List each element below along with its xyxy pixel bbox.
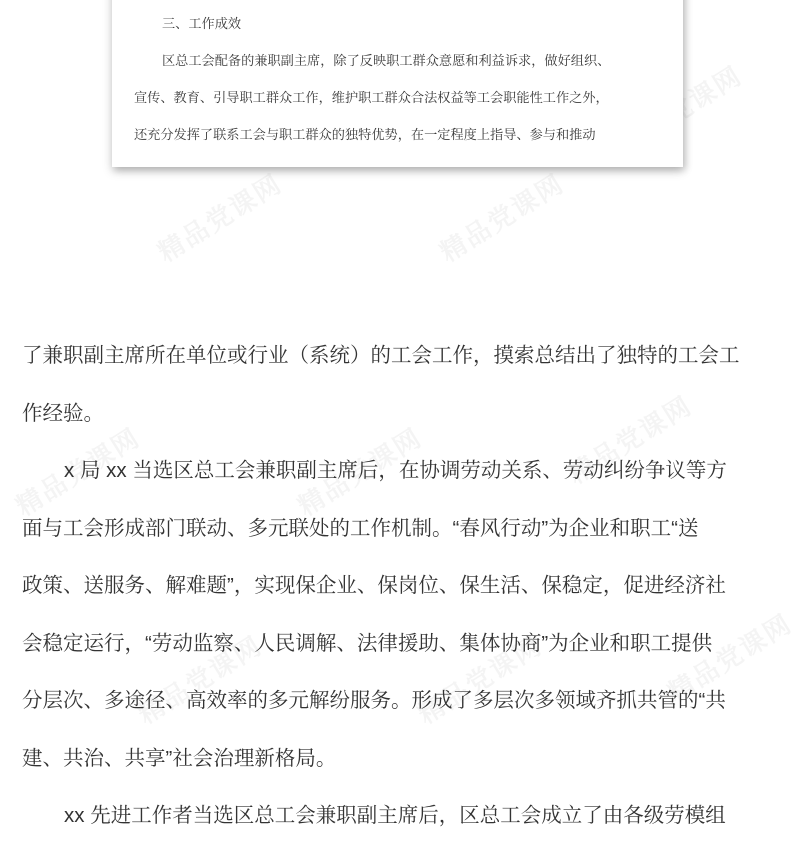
article-body-text xyxy=(22,327,780,845)
watermark-text xyxy=(150,164,288,270)
preview-card-line: 宣传、教育、引导职工群众工作，维护职工群众合法权益等工会职能性工作之外， xyxy=(134,90,609,105)
preview-card-line: 区总工会配备的兼职副主席，除了反映职工群众意愿和利益诉求，做好组织、 xyxy=(162,53,611,68)
preview-card-line: 三、工作成效 xyxy=(162,16,242,31)
document-page-preview-card xyxy=(112,0,683,167)
article-body-line: x 局 xx 当选区总工会兼职副主席后，在协调劳动关系、劳动纠纷争议等方 xyxy=(64,459,727,482)
article-body-line: 作经验。 xyxy=(22,401,104,425)
article-body-line: 分层次、多途径、高效率的多元解纷服务。形成了多层次多领域齐抓共管的“共 xyxy=(22,689,726,712)
preview-card-line: 还充分发挥了联系工会与职工群众的独特优势，在一定程度上指导、参与和推动 xyxy=(134,127,596,142)
article-body-line: xx 先进工作者当选区总工会兼职副主席后，区总工会成立了由各级劳模组 xyxy=(64,804,726,827)
article-body-line: 会稳定运行，“劳动监察、人民调解、法律援助、集体协商”为企业和职工提供 xyxy=(22,631,713,655)
preview-card-content xyxy=(112,0,683,167)
article-body-line: 建、共治、共享”社会治理新格局。 xyxy=(22,746,337,770)
article-body-line: 面与工会形成部门联动、多元联处的工作机制。“春风行动”为企业和职工“送 xyxy=(22,516,699,540)
article-body-line: 了兼职副主席所在单位或行业（系统）的工会工作，摸索总结出了独特的工会工 xyxy=(22,344,740,367)
article-body-line: 政策、送服务、解难题”，实现保企业、保岗位、保生活、保稳定，促进经济社 xyxy=(22,574,726,597)
watermark-text xyxy=(432,164,570,270)
